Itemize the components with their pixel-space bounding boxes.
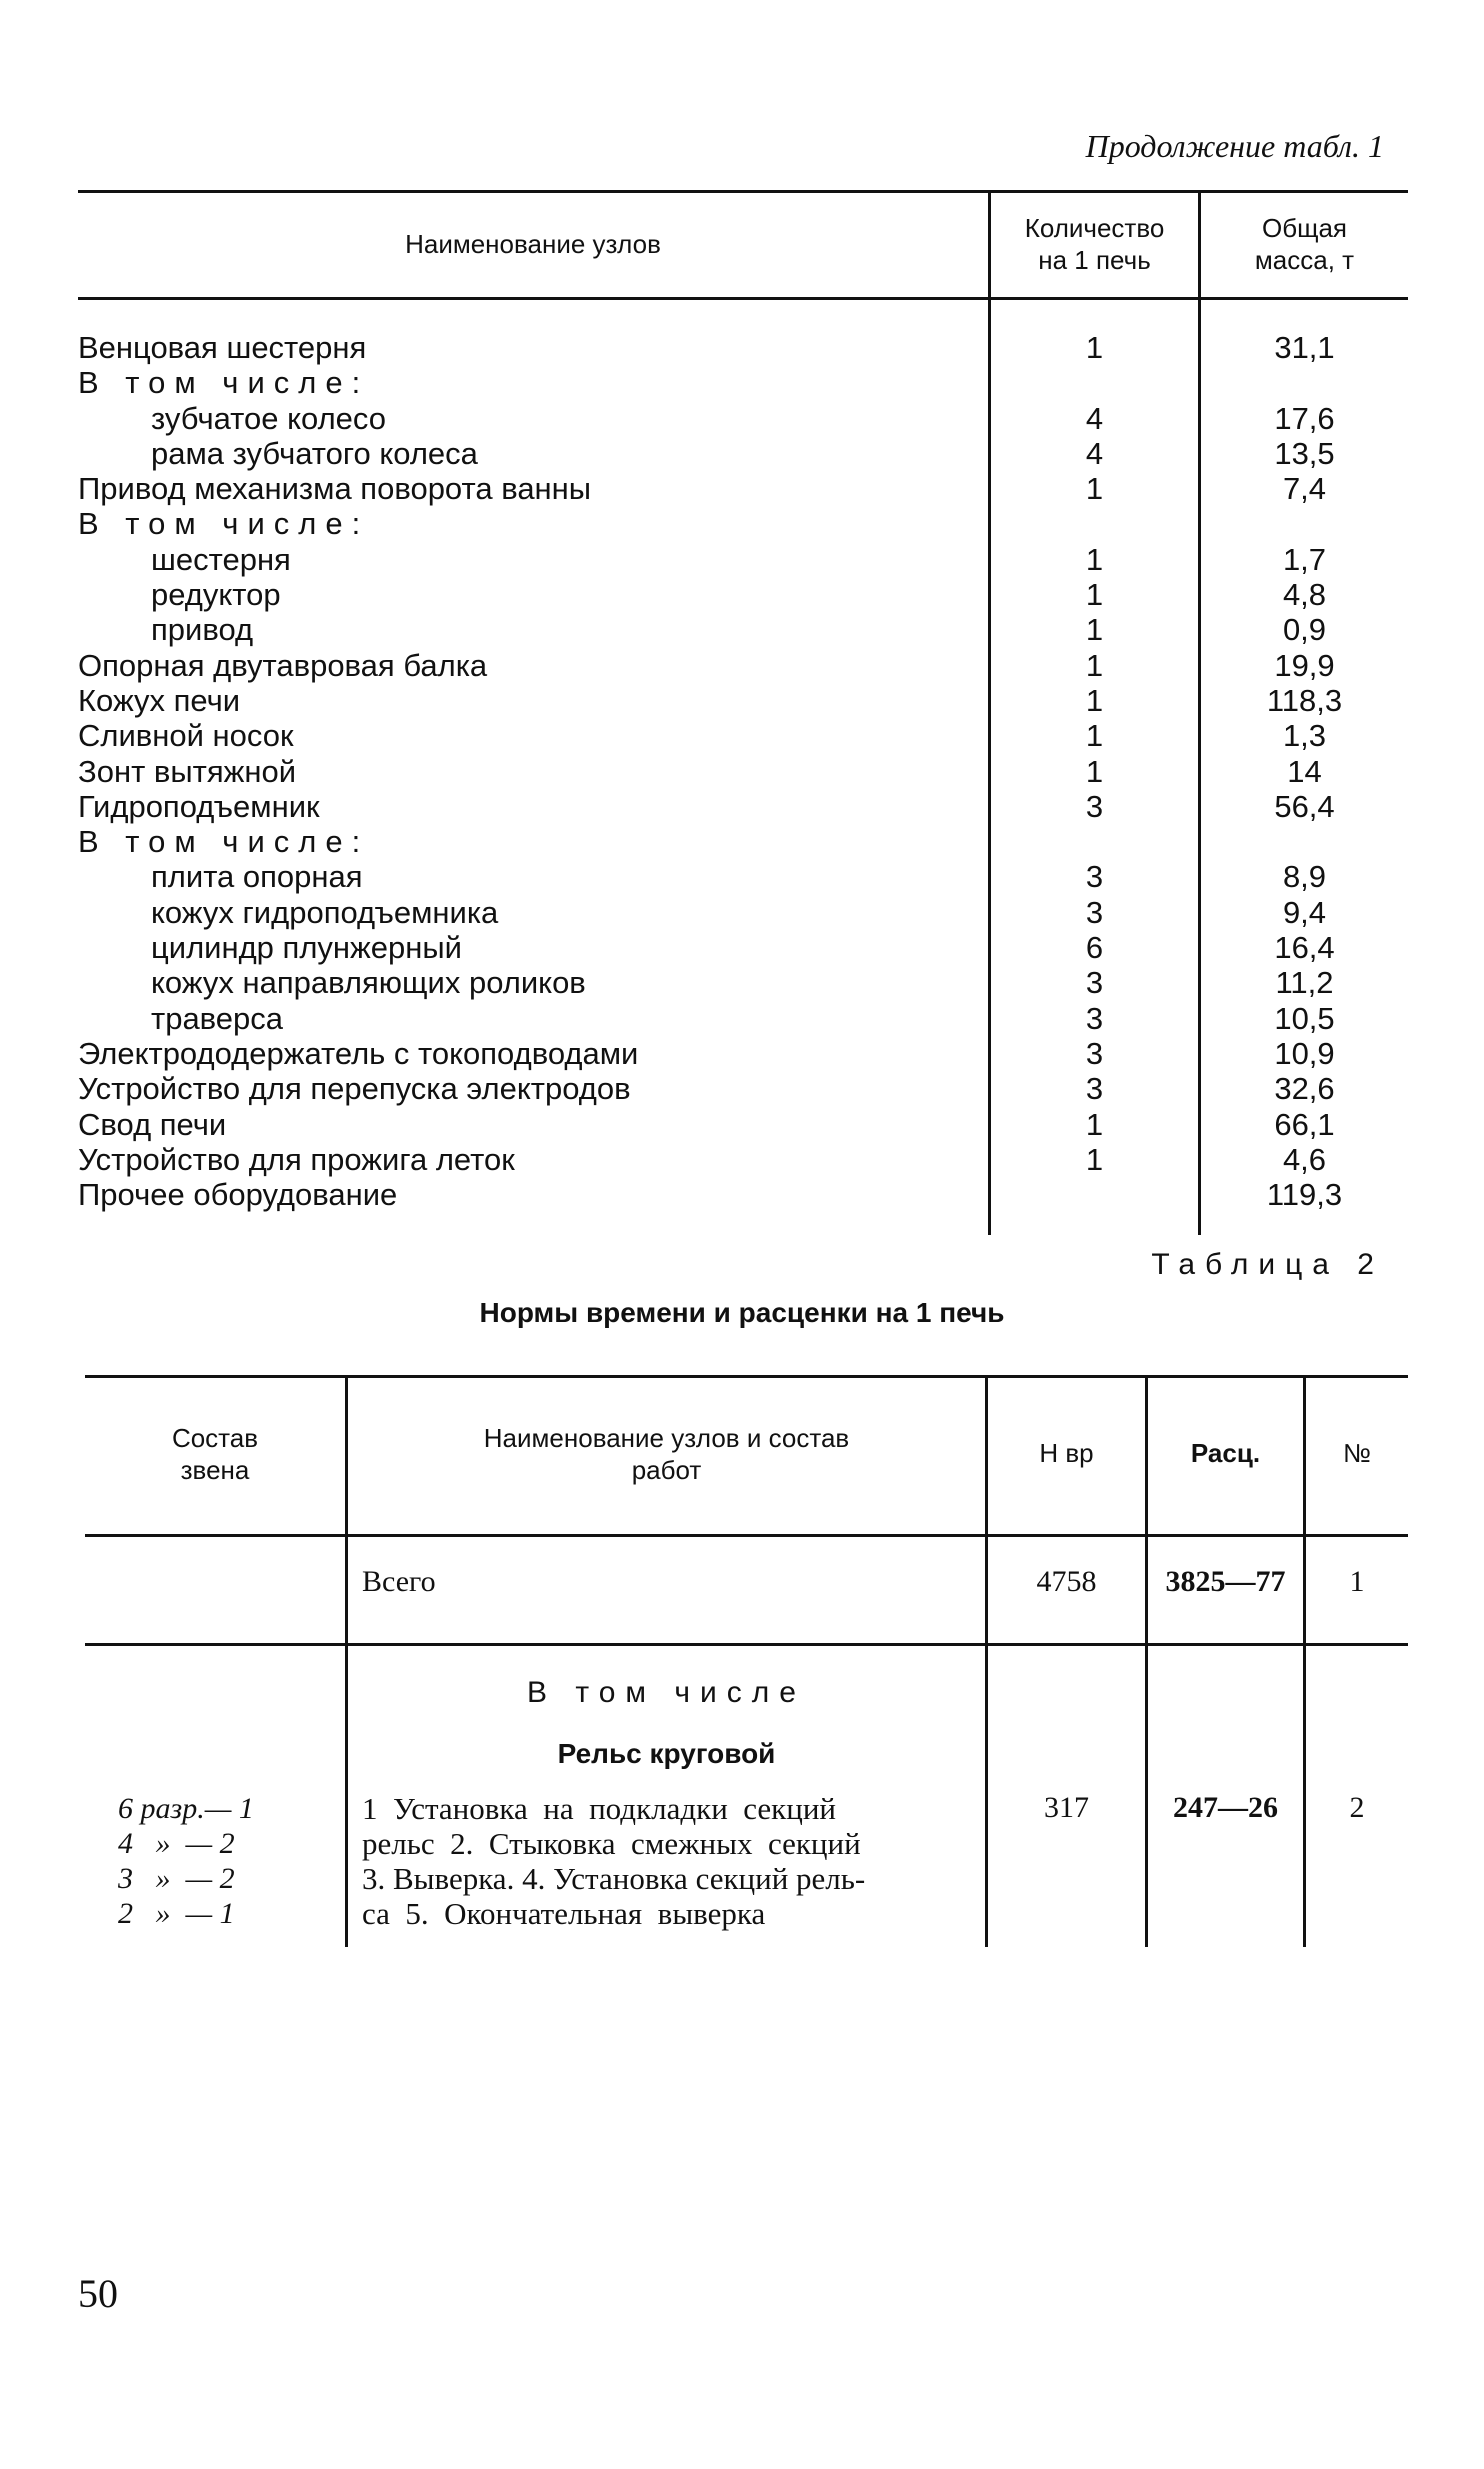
- table1-row-mass: 32,6: [1274, 1071, 1335, 1107]
- table1-row-qty: 1: [1085, 647, 1104, 683]
- header-work-line2: работ: [631, 1455, 702, 1485]
- table1-row-mass: 119,3: [1266, 1177, 1343, 1213]
- crew-line: 6 разр.— 1: [118, 1792, 254, 1825]
- table1-row-name: Электрододержатель с токоподводами: [78, 1035, 639, 1071]
- table1-row-qty: 4: [1085, 400, 1104, 436]
- table-continuation-caption: Продолжение табл. 1: [1085, 128, 1384, 164]
- table1-row-qty: 3: [1085, 859, 1104, 895]
- table1-row-name: Венцовая шестерня: [78, 330, 367, 365]
- table1-row-mass: 14: [1287, 753, 1322, 789]
- table1-row-qty: 1: [1085, 541, 1104, 577]
- table1-row-name: рама зубчатого колеса: [151, 435, 478, 471]
- table1-row-name: Кожух печи: [78, 682, 241, 718]
- table2-row-rate: 247—26: [1173, 1791, 1278, 1824]
- table1-row-name: зубчатое колесо: [151, 400, 386, 436]
- table1-row-mass: 7,4: [1282, 471, 1327, 507]
- table1-row-name: Устройство для перепуска электродов: [78, 1071, 631, 1107]
- table1-row-qty: 1: [1085, 471, 1104, 507]
- table1-top-rule: [78, 190, 1408, 193]
- work-line: 3. Выверка. 4. Установка секций рель-: [362, 1861, 866, 1896]
- table2-header-work: [348, 1422, 985, 1486]
- table2-header-rule: [85, 1534, 1408, 1537]
- table1-row-name: шестерня: [151, 541, 291, 577]
- table2-crew-list: [118, 1791, 254, 1931]
- table1-row-name: Зонт вытяжной: [78, 753, 297, 789]
- table1-row-mass: 4,8: [1282, 577, 1327, 613]
- crew-line: 2 » — 1: [118, 1897, 235, 1930]
- table1-row-mass: [1201, 365, 1408, 400]
- table1-row-mass: 13,5: [1274, 435, 1335, 471]
- table1-row-name: Сливной носок: [78, 718, 294, 754]
- table1-row-qty: [991, 1177, 1198, 1212]
- table1-row-mass: 17,6: [1274, 400, 1335, 436]
- table1-row-name: редуктор: [151, 577, 281, 613]
- table1-row-name: В том числе:: [78, 506, 370, 542]
- table1-row-qty: 1: [1085, 682, 1104, 718]
- table1-row-name: цилиндр плунжерный: [151, 930, 462, 966]
- table1-row-mass: 31,1: [1274, 330, 1335, 365]
- table2-title: Нормы времени и расценки на 1 печь: [479, 1297, 1005, 1328]
- header-qty-line1: Количество: [1024, 213, 1165, 243]
- table1-name-column: [78, 330, 978, 1212]
- table2-label: Таблица 2: [1151, 1248, 1384, 1281]
- table2-section-title: Рельс круговой: [557, 1738, 776, 1769]
- crew-line: 4 » — 2: [118, 1827, 235, 1860]
- table1-row-mass: 4,6: [1282, 1141, 1327, 1177]
- table1-row-mass: 118,3: [1266, 682, 1343, 718]
- table1-header-name: Наименование узлов: [405, 229, 661, 259]
- table2-header-crew: [85, 1422, 345, 1486]
- header-crew-line1: Состав: [171, 1423, 259, 1453]
- table1-row-name: В том числе:: [78, 365, 370, 401]
- table2-row-no: 2: [1349, 1791, 1365, 1824]
- work-line: 1 Установка на подкладки секций: [362, 1791, 837, 1826]
- table2-header-no: №: [1343, 1438, 1371, 1468]
- table2-work-description: [362, 1791, 865, 1931]
- table1-row-qty: 1: [1085, 577, 1104, 613]
- table1-row-mass: 10,5: [1274, 1000, 1335, 1036]
- table2-subheading: В том числе: [527, 1676, 806, 1709]
- table1-row-name: Свод печи: [78, 1106, 227, 1142]
- table1-row-qty: [991, 506, 1198, 541]
- table1-mass-column: [1201, 330, 1408, 1212]
- table1-row-qty: 3: [1085, 788, 1104, 824]
- table1-row-mass: 1,7: [1282, 541, 1327, 577]
- table1-row-mass: 11,2: [1275, 965, 1334, 1001]
- table1-row-mass: 9,4: [1282, 894, 1327, 930]
- table1-row-mass: 16,4: [1274, 930, 1335, 966]
- work-line: рельс 2. Стыковка смежных секций: [362, 1826, 861, 1861]
- header-mass-line1: Общая: [1261, 213, 1348, 243]
- table1-row-qty: 1: [1085, 753, 1104, 789]
- table1-row-name: Привод механизма поворота ванны: [78, 471, 592, 507]
- table2-row-nvr: 317: [1044, 1791, 1089, 1824]
- table1-row-qty: 3: [1085, 1035, 1104, 1071]
- table1-row-mass: 0,9: [1282, 612, 1327, 648]
- table1-row-name: кожух направляющих роликов: [151, 965, 586, 1001]
- table1-header-mass: [1201, 212, 1408, 276]
- table1-row-qty: 3: [1085, 1000, 1104, 1036]
- table2-header-rate: Расц.: [1190, 1438, 1261, 1468]
- table1-header-qty: [991, 212, 1198, 276]
- table2-total-label: Всего: [362, 1565, 436, 1598]
- table1-row-mass: 56,4: [1274, 788, 1335, 824]
- table1-row-name: траверса: [151, 1000, 284, 1036]
- table1-row-qty: 4: [1085, 435, 1104, 471]
- table2-total-nvr: 4758: [1036, 1565, 1097, 1598]
- table2-header-nvr: Н вр: [1039, 1438, 1094, 1468]
- table1-row-name: Устройство для прожига леток: [78, 1141, 515, 1177]
- table1-row-qty: 1: [1085, 1141, 1104, 1177]
- header-crew-line2: звена: [180, 1455, 250, 1485]
- table1-row-qty: 1: [1085, 330, 1104, 365]
- work-line: са 5. Окончательная выверка: [362, 1896, 766, 1931]
- table1-row-name: В том числе:: [78, 824, 370, 860]
- table1-row-mass: [1201, 824, 1408, 859]
- table1-row-qty: [991, 365, 1198, 400]
- header-qty-line2: на 1 печь: [1038, 245, 1151, 275]
- table1-row-name: плита опорная: [151, 859, 363, 895]
- page-number: 50: [78, 2271, 118, 2316]
- table1-row-name: Прочее оборудование: [78, 1177, 398, 1213]
- table1-row-name: Опорная двутавровая балка: [78, 647, 488, 683]
- crew-line: 3 » — 2: [118, 1862, 235, 1895]
- table1-row-mass: 1,3: [1282, 718, 1327, 754]
- header-work-line1: Наименование узлов и состав: [483, 1423, 850, 1453]
- table1-row-qty: 3: [1085, 894, 1104, 930]
- header-mass-line2: масса, т: [1254, 245, 1355, 275]
- table1-row-mass: 19,9: [1274, 647, 1335, 683]
- table1-qty-column: [991, 330, 1198, 1212]
- table1-row-qty: 1: [1085, 718, 1104, 754]
- table2-total-rule: [85, 1643, 1408, 1646]
- table1-row-qty: 6: [1085, 930, 1104, 966]
- table1-row-mass: 10,9: [1274, 1035, 1335, 1071]
- table2-total-no: 1: [1349, 1565, 1365, 1598]
- table1-row-qty: 1: [1085, 1106, 1104, 1142]
- table1-row-qty: [991, 824, 1198, 859]
- table1-row-name: кожух гидроподъемника: [151, 894, 499, 930]
- table2-top-rule: [85, 1375, 1408, 1378]
- table1-row-name: Гидроподъемник: [78, 788, 320, 824]
- table1-row-mass: 66,1: [1274, 1106, 1335, 1142]
- table1-row-mass: 8,9: [1282, 859, 1327, 895]
- table1-row-name: привод: [151, 612, 254, 648]
- table2-total-rate: 3825—77: [1165, 1565, 1286, 1598]
- table1-row-qty: 3: [1085, 965, 1104, 1001]
- table1-row-qty: 1: [1085, 612, 1104, 648]
- table1-row-qty: 3: [1085, 1071, 1104, 1107]
- table1-header-rule: [78, 297, 1408, 300]
- table1-row-mass: [1201, 506, 1408, 541]
